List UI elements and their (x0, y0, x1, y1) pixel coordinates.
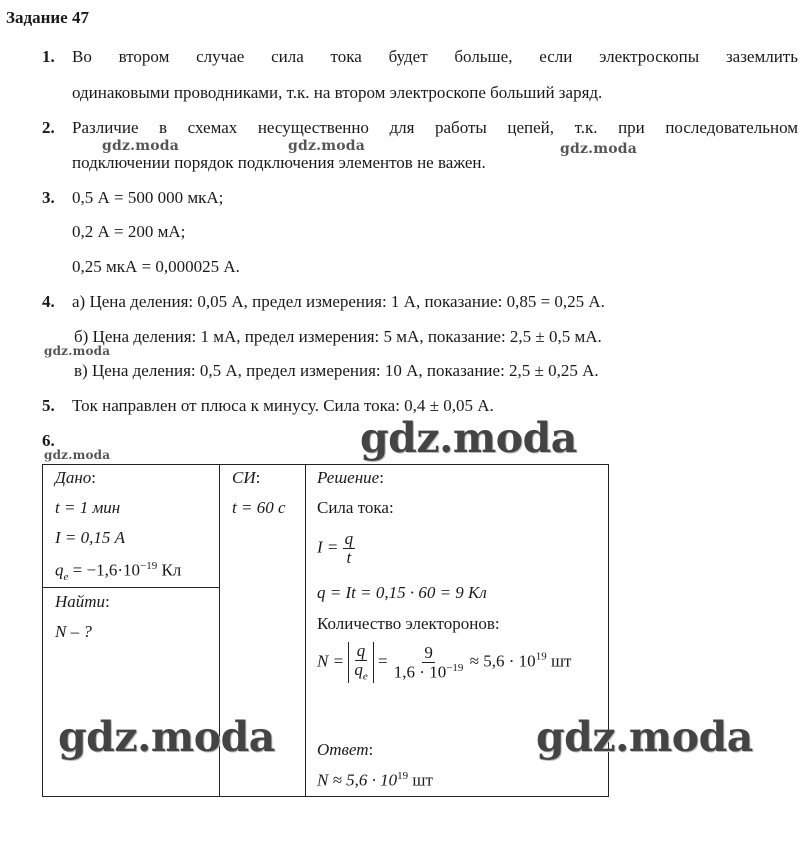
solution-colon: : (379, 468, 384, 487)
formula-N-equals: = (373, 651, 392, 671)
given-label: Дано (55, 468, 92, 487)
watermark-small: gdz.moda (44, 448, 111, 462)
item-4-number: 4. (42, 292, 55, 311)
given-charge (55, 560, 181, 583)
item-1-line-2: одинаковыми проводниками, т.к. на втором электроскопе больший заряд. (72, 83, 603, 102)
given-time: t = 1 мин (55, 498, 121, 517)
find-label: Найти (55, 592, 106, 611)
watermark-small: gdz.moda (44, 344, 111, 358)
si-time: t = 60 с (232, 498, 286, 517)
item-4-line-a: а) Цена деления: 0,05 А, предел измерения: 1 А, показание: 0,85 = 0,25 А. (72, 292, 605, 311)
item-2-line-1: Различие в схемах несущественно для работы цепей, т.к. при последовательном (72, 118, 798, 137)
formula-I-denominator: t (346, 547, 352, 567)
find-colon: : (105, 592, 110, 611)
formula-q-calc: q = It = 0,15 · 60 = 9 Кл (317, 583, 487, 602)
table-divider-horizontal (42, 587, 220, 588)
solution-current-title: Сила тока: (317, 498, 394, 517)
formula-N-denominator-exp: −19 (446, 661, 464, 674)
charge-exponent: −19 (139, 560, 158, 572)
charge-value: = −1,6·10 (68, 560, 140, 580)
formula-I-lhs: I = (317, 537, 343, 557)
task-title: Задание 47 (6, 8, 89, 27)
watermark-small: gdz.moda (560, 141, 638, 157)
given-current: I = 0,15 А (55, 528, 126, 547)
item-4-line-b: б) Цена деления: 1 мА, предел измерения: 5 мА, показание: 2,5 ± 0,5 мА. (74, 327, 602, 346)
item-6-number: 6. (42, 431, 55, 450)
formula-N-unit: шт (546, 651, 572, 671)
watermark-large: gdz.moda (360, 414, 577, 462)
item-3-line-1: 0,5 А = 500 000 мкА; (72, 188, 224, 207)
answer-lhs: N ≈ 5,6 · 10 (317, 770, 398, 790)
watermark-large: gdz.moda (536, 713, 753, 761)
table-border-bottom (42, 796, 609, 797)
table-border-top (42, 464, 609, 465)
item-5-number: 5. (42, 396, 55, 415)
item-3-line-2: 0,2 А = 200 мА; (72, 222, 186, 241)
find-N: N – ? (55, 622, 92, 641)
answer-value (317, 770, 433, 791)
si-label: СИ (232, 468, 256, 487)
table-divider-2 (305, 464, 306, 797)
charge-subscript: e (63, 571, 69, 584)
item-2-line-2: подключении порядок подключения элементов не важен. (72, 153, 486, 172)
solution-label: Решение (317, 468, 380, 487)
answer-colon: : (368, 740, 374, 759)
watermark-large: gdz.moda (58, 713, 275, 761)
formula-N-abs-denominator-sub: e (362, 670, 368, 683)
formula-N-numerator: 9 (424, 642, 433, 662)
charge-unit: Кл (157, 560, 182, 580)
formula-N-lhs: N = (317, 651, 349, 671)
answer-exp: 19 (397, 770, 409, 782)
item-3-line-3: 0,25 мкА = 0,000025 А. (72, 257, 240, 276)
given-colon: : (91, 468, 96, 487)
item-1-number: 1. (42, 47, 55, 66)
item-2-number: 2. (42, 118, 55, 137)
si-header (232, 468, 260, 488)
charge-symbol: q (55, 560, 64, 580)
answer-unit: шт (408, 770, 433, 790)
given-header (55, 468, 96, 488)
si-colon: : (255, 468, 261, 487)
watermark-small: gdz.moda (102, 138, 180, 154)
formula-I-numerator: q (344, 529, 354, 548)
formula-N-denominator: 1,6 · 10 (393, 662, 447, 682)
item-5-line: Ток направлен от плюса к минусу. Сила тока: 0,4 ± 0,05 А. (72, 396, 494, 415)
formula-N-approx: ≈ 5,6 · 10 (465, 651, 536, 671)
solution-header (317, 468, 384, 488)
formula-N (317, 642, 571, 683)
item-4-line-c: в) Цена деления: 0,5 А, предел измерения: 10 А, показание: 2,5 ± 0,25 А. (74, 361, 599, 380)
find-header (55, 592, 110, 612)
answer-label: Ответ (317, 740, 369, 759)
solution-electrons-title: Количество электоронов: (317, 614, 500, 633)
item-3-number: 3. (42, 188, 55, 207)
item-1-line-1: Во втором случае сила тока будет больше, если электроскопы заземлить (72, 47, 798, 66)
formula-I (317, 530, 355, 567)
formula-N-approx-exp: 19 (535, 650, 547, 663)
table-border-left (42, 464, 43, 797)
answer-header (317, 740, 373, 760)
formula-N-abs-numerator: q (356, 641, 366, 660)
formula-N-abs-denominator: q (354, 659, 363, 679)
watermark-small: gdz.moda (288, 138, 366, 154)
